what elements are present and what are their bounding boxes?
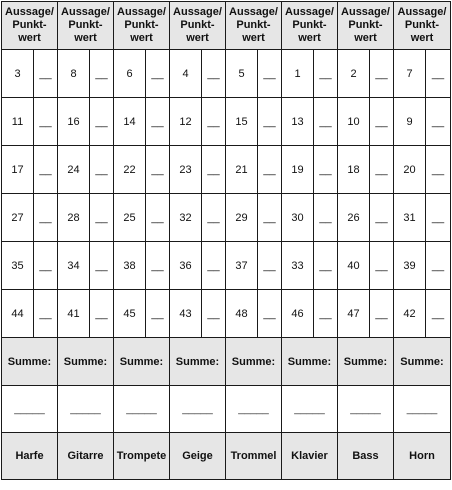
statement-number: 31 <box>394 194 426 241</box>
statement-cell <box>338 194 394 242</box>
point-value-field[interactable]: __ <box>431 307 445 320</box>
statement-cell <box>58 50 114 98</box>
point-value-field[interactable]: __ <box>39 259 52 272</box>
point-value-field[interactable]: __ <box>95 115 108 128</box>
point-value-field[interactable]: __ <box>151 259 164 272</box>
point-value-field[interactable]: __ <box>263 307 276 320</box>
statement-cell-wrap <box>170 146 225 193</box>
statement-cell-wrap <box>170 194 225 241</box>
point-value-field[interactable]: __ <box>39 163 52 176</box>
statement-cell-wrap <box>394 98 450 145</box>
point-value-field[interactable]: __ <box>151 115 164 128</box>
statement-cell <box>114 194 170 242</box>
header-cell: Aussage/ Punkt- wert <box>58 2 114 50</box>
statement-cell <box>170 290 226 338</box>
statement-cell <box>58 146 114 194</box>
statement-cell-wrap <box>58 146 113 193</box>
statement-number: 43 <box>170 290 202 337</box>
statement-cell-wrap <box>114 98 169 145</box>
statement-number: 32 <box>170 194 202 241</box>
statement-cell-wrap <box>282 242 337 289</box>
statement-number: 29 <box>226 194 258 241</box>
score-table <box>1 1 451 480</box>
point-value-field[interactable]: __ <box>151 67 164 80</box>
total-field[interactable]: _____ <box>338 386 394 433</box>
statement-cell <box>394 290 451 338</box>
point-value-field[interactable]: __ <box>95 307 108 320</box>
statement-cell <box>2 146 58 194</box>
statement-cell-wrap <box>226 98 281 145</box>
point-value-field[interactable]: __ <box>375 67 388 80</box>
statement-cell <box>114 146 170 194</box>
header-cell: Aussage/ Punkt- wert <box>394 2 451 50</box>
statement-number: 37 <box>226 242 258 289</box>
statement-cell <box>226 50 282 98</box>
statement-number: 8 <box>58 50 90 97</box>
statement-cell-wrap <box>114 194 169 241</box>
statement-cell-wrap <box>2 50 57 97</box>
total-field[interactable]: _____ <box>282 386 338 433</box>
point-value-field[interactable]: __ <box>95 259 108 272</box>
statement-cell <box>2 50 58 98</box>
statement-cell-wrap <box>338 194 393 241</box>
statement-cell <box>394 98 451 146</box>
statement-number: 7 <box>394 50 426 97</box>
statement-number: 46 <box>282 290 314 337</box>
statement-cell <box>338 98 394 146</box>
data-row <box>2 242 451 290</box>
statement-number: 36 <box>170 242 202 289</box>
point-value-field[interactable]: __ <box>151 307 164 320</box>
statement-cell-wrap <box>170 242 225 289</box>
statement-cell <box>394 50 451 98</box>
header-row <box>2 2 451 50</box>
statement-number: 27 <box>2 194 34 241</box>
statement-cell <box>394 242 451 290</box>
statement-number: 45 <box>114 290 146 337</box>
statement-number: 19 <box>282 146 314 193</box>
point-value-field[interactable]: __ <box>39 67 52 80</box>
point-value-field[interactable]: __ <box>319 259 332 272</box>
point-value-field[interactable]: __ <box>263 211 276 224</box>
statement-cell <box>58 290 114 338</box>
statement-cell-wrap <box>282 50 337 97</box>
point-value-field[interactable]: __ <box>263 163 276 176</box>
statement-number: 35 <box>2 242 34 289</box>
point-value-field[interactable]: __ <box>207 67 220 80</box>
statement-cell <box>2 242 58 290</box>
statement-number: 34 <box>58 242 90 289</box>
header-cell: Aussage/ Punkt- wert <box>170 2 226 50</box>
point-value-field[interactable]: __ <box>95 163 108 176</box>
instrument-label: Harfe <box>2 433 58 480</box>
statement-number: 47 <box>338 290 370 337</box>
instrument-label: Geige <box>170 433 226 480</box>
statement-number: 4 <box>170 50 202 97</box>
statement-cell <box>394 146 451 194</box>
statement-cell <box>58 98 114 146</box>
statement-number: 42 <box>394 290 426 337</box>
point-value-field[interactable]: __ <box>39 115 52 128</box>
statement-number: 33 <box>282 242 314 289</box>
total-field[interactable]: _____ <box>226 386 282 433</box>
statement-cell-wrap <box>226 50 281 97</box>
statement-number: 14 <box>114 98 146 145</box>
total-field[interactable]: _____ <box>114 386 170 433</box>
statement-cell-wrap <box>394 50 450 97</box>
instrument-label: Klavier <box>282 433 338 480</box>
sum-label: Summe: <box>170 338 226 386</box>
statement-number: 1 <box>282 50 314 97</box>
total-field[interactable]: _____ <box>394 386 451 433</box>
point-value-field[interactable]: __ <box>431 211 445 224</box>
statement-cell <box>2 290 58 338</box>
statement-cell-wrap <box>394 194 450 241</box>
statement-cell <box>170 50 226 98</box>
statement-cell-wrap <box>58 290 113 337</box>
data-row <box>2 98 451 146</box>
statement-number: 20 <box>394 146 426 193</box>
instrument-label: Horn <box>394 433 451 480</box>
statement-cell <box>58 194 114 242</box>
statement-cell <box>338 146 394 194</box>
statement-cell-wrap <box>2 194 57 241</box>
statement-number: 28 <box>58 194 90 241</box>
statement-cell-wrap <box>170 50 225 97</box>
sum-label: Summe: <box>282 338 338 386</box>
statement-cell-wrap <box>226 290 281 337</box>
statement-cell <box>394 194 451 242</box>
statement-number: 12 <box>170 98 202 145</box>
instrument-score-sheet <box>1 1 450 488</box>
point-value-field[interactable]: __ <box>151 211 164 224</box>
instrument-row <box>2 433 451 480</box>
statement-number: 15 <box>226 98 258 145</box>
statement-cell <box>282 242 338 290</box>
total-row <box>2 386 451 433</box>
statement-cell-wrap <box>338 290 393 337</box>
statement-cell <box>58 242 114 290</box>
point-value-field[interactable]: __ <box>207 307 220 320</box>
statement-cell <box>226 194 282 242</box>
instrument-label: Bass <box>338 433 394 480</box>
statement-number: 10 <box>338 98 370 145</box>
sum-row <box>2 338 451 386</box>
header-cell: Aussage/ Punkt- wert <box>114 2 170 50</box>
point-value-field[interactable]: __ <box>431 115 445 128</box>
point-value-field[interactable]: __ <box>207 163 220 176</box>
statement-cell-wrap <box>226 146 281 193</box>
point-value-field[interactable]: __ <box>207 115 220 128</box>
sum-label: Summe: <box>114 338 170 386</box>
data-row <box>2 194 451 242</box>
statement-cell <box>338 290 394 338</box>
statement-number: 30 <box>282 194 314 241</box>
statement-cell <box>282 98 338 146</box>
statement-cell <box>338 242 394 290</box>
total-field[interactable]: _____ <box>58 386 114 433</box>
statement-cell-wrap <box>394 146 450 193</box>
sum-label: Summe: <box>226 338 282 386</box>
statement-number: 11 <box>2 98 34 145</box>
data-row <box>2 50 451 98</box>
point-value-field[interactable]: __ <box>319 307 332 320</box>
statement-number: 21 <box>226 146 258 193</box>
statement-cell <box>170 242 226 290</box>
data-row <box>2 290 451 338</box>
statement-cell-wrap <box>58 194 113 241</box>
statement-cell-wrap <box>282 194 337 241</box>
header-cell: Aussage/ Punkt- wert <box>338 2 394 50</box>
data-row <box>2 146 451 194</box>
statement-cell-wrap <box>58 98 113 145</box>
point-value-field[interactable]: __ <box>431 163 445 176</box>
statement-cell <box>114 98 170 146</box>
point-value-field[interactable]: __ <box>319 67 332 80</box>
statement-number: 6 <box>114 50 146 97</box>
statement-number: 16 <box>58 98 90 145</box>
statement-number: 17 <box>2 146 34 193</box>
point-value-field[interactable]: __ <box>95 211 108 224</box>
total-field[interactable]: _____ <box>2 386 58 433</box>
statement-number: 26 <box>338 194 370 241</box>
header-cell: Aussage/ Punkt- wert <box>282 2 338 50</box>
statement-cell-wrap <box>2 146 57 193</box>
statement-cell-wrap <box>58 50 113 97</box>
statement-number: 5 <box>226 50 258 97</box>
statement-cell-wrap <box>170 98 225 145</box>
statement-cell <box>282 146 338 194</box>
statement-number: 41 <box>58 290 90 337</box>
statement-number: 9 <box>394 98 426 145</box>
statement-cell-wrap <box>226 194 281 241</box>
statement-number: 40 <box>338 242 370 289</box>
point-value-field[interactable]: __ <box>207 259 220 272</box>
statement-cell-wrap <box>338 146 393 193</box>
statement-number: 23 <box>170 146 202 193</box>
point-value-field[interactable]: __ <box>375 163 388 176</box>
statement-number: 22 <box>114 146 146 193</box>
statement-number: 13 <box>282 98 314 145</box>
statement-cell <box>338 50 394 98</box>
statement-cell-wrap <box>58 242 113 289</box>
statement-cell <box>114 242 170 290</box>
statement-cell <box>282 290 338 338</box>
statement-cell-wrap <box>394 290 450 337</box>
statement-cell-wrap <box>114 242 169 289</box>
statement-cell-wrap <box>2 98 57 145</box>
statement-cell-wrap <box>282 98 337 145</box>
statement-cell-wrap <box>338 98 393 145</box>
statement-number: 2 <box>338 50 370 97</box>
sum-label: Summe: <box>58 338 114 386</box>
point-value-field[interactable]: __ <box>375 307 388 320</box>
instrument-label: Gitarre <box>58 433 114 480</box>
statement-cell-wrap <box>338 50 393 97</box>
statement-cell-wrap <box>338 242 393 289</box>
statement-cell <box>226 146 282 194</box>
point-value-field[interactable]: __ <box>151 163 164 176</box>
statement-cell-wrap <box>170 290 225 337</box>
point-value-field[interactable]: __ <box>207 211 220 224</box>
statement-number: 38 <box>114 242 146 289</box>
statement-cell <box>170 194 226 242</box>
statement-cell-wrap <box>114 50 169 97</box>
statement-cell <box>170 98 226 146</box>
statement-number: 48 <box>226 290 258 337</box>
statement-cell <box>282 194 338 242</box>
point-value-field[interactable]: __ <box>319 115 332 128</box>
statement-number: 44 <box>2 290 34 337</box>
header-cell: Aussage/ Punkt- wert <box>2 2 58 50</box>
statement-cell-wrap <box>114 290 169 337</box>
statement-cell-wrap <box>226 242 281 289</box>
statement-cell <box>226 290 282 338</box>
statement-cell-wrap <box>282 146 337 193</box>
instrument-label: Trompete <box>114 433 170 480</box>
point-value-field[interactable]: __ <box>263 259 276 272</box>
statement-cell-wrap <box>394 242 450 289</box>
point-value-field[interactable]: __ <box>39 307 52 320</box>
statement-cell <box>282 50 338 98</box>
statement-cell <box>226 98 282 146</box>
statement-cell <box>170 146 226 194</box>
statement-number: 18 <box>338 146 370 193</box>
point-value-field[interactable]: __ <box>263 67 276 80</box>
sum-label: Summe: <box>394 338 451 386</box>
statement-cell <box>2 98 58 146</box>
point-value-field[interactable]: __ <box>95 67 108 80</box>
statement-cell-wrap <box>282 290 337 337</box>
point-value-field[interactable]: __ <box>263 115 276 128</box>
statement-number: 39 <box>394 242 426 289</box>
point-value-field[interactable]: __ <box>431 259 445 272</box>
point-value-field[interactable]: __ <box>431 67 445 80</box>
statement-number: 24 <box>58 146 90 193</box>
sum-label: Summe: <box>338 338 394 386</box>
point-value-field[interactable]: __ <box>375 115 388 128</box>
header-cell: Aussage/ Punkt- wert <box>226 2 282 50</box>
point-value-field[interactable]: __ <box>375 211 388 224</box>
sum-label: Summe: <box>2 338 58 386</box>
point-value-field[interactable]: __ <box>39 211 52 224</box>
total-field[interactable]: _____ <box>170 386 226 433</box>
point-value-field[interactable]: __ <box>319 211 332 224</box>
point-value-field[interactable]: __ <box>375 259 388 272</box>
statement-cell <box>114 50 170 98</box>
instrument-label: Trommel <box>226 433 282 480</box>
statement-cell-wrap <box>2 290 57 337</box>
statement-cell-wrap <box>114 146 169 193</box>
statement-cell <box>114 290 170 338</box>
statement-cell <box>2 194 58 242</box>
point-value-field[interactable]: __ <box>319 163 332 176</box>
statement-number: 25 <box>114 194 146 241</box>
statement-number: 3 <box>2 50 34 97</box>
statement-cell-wrap <box>2 242 57 289</box>
statement-cell <box>226 242 282 290</box>
